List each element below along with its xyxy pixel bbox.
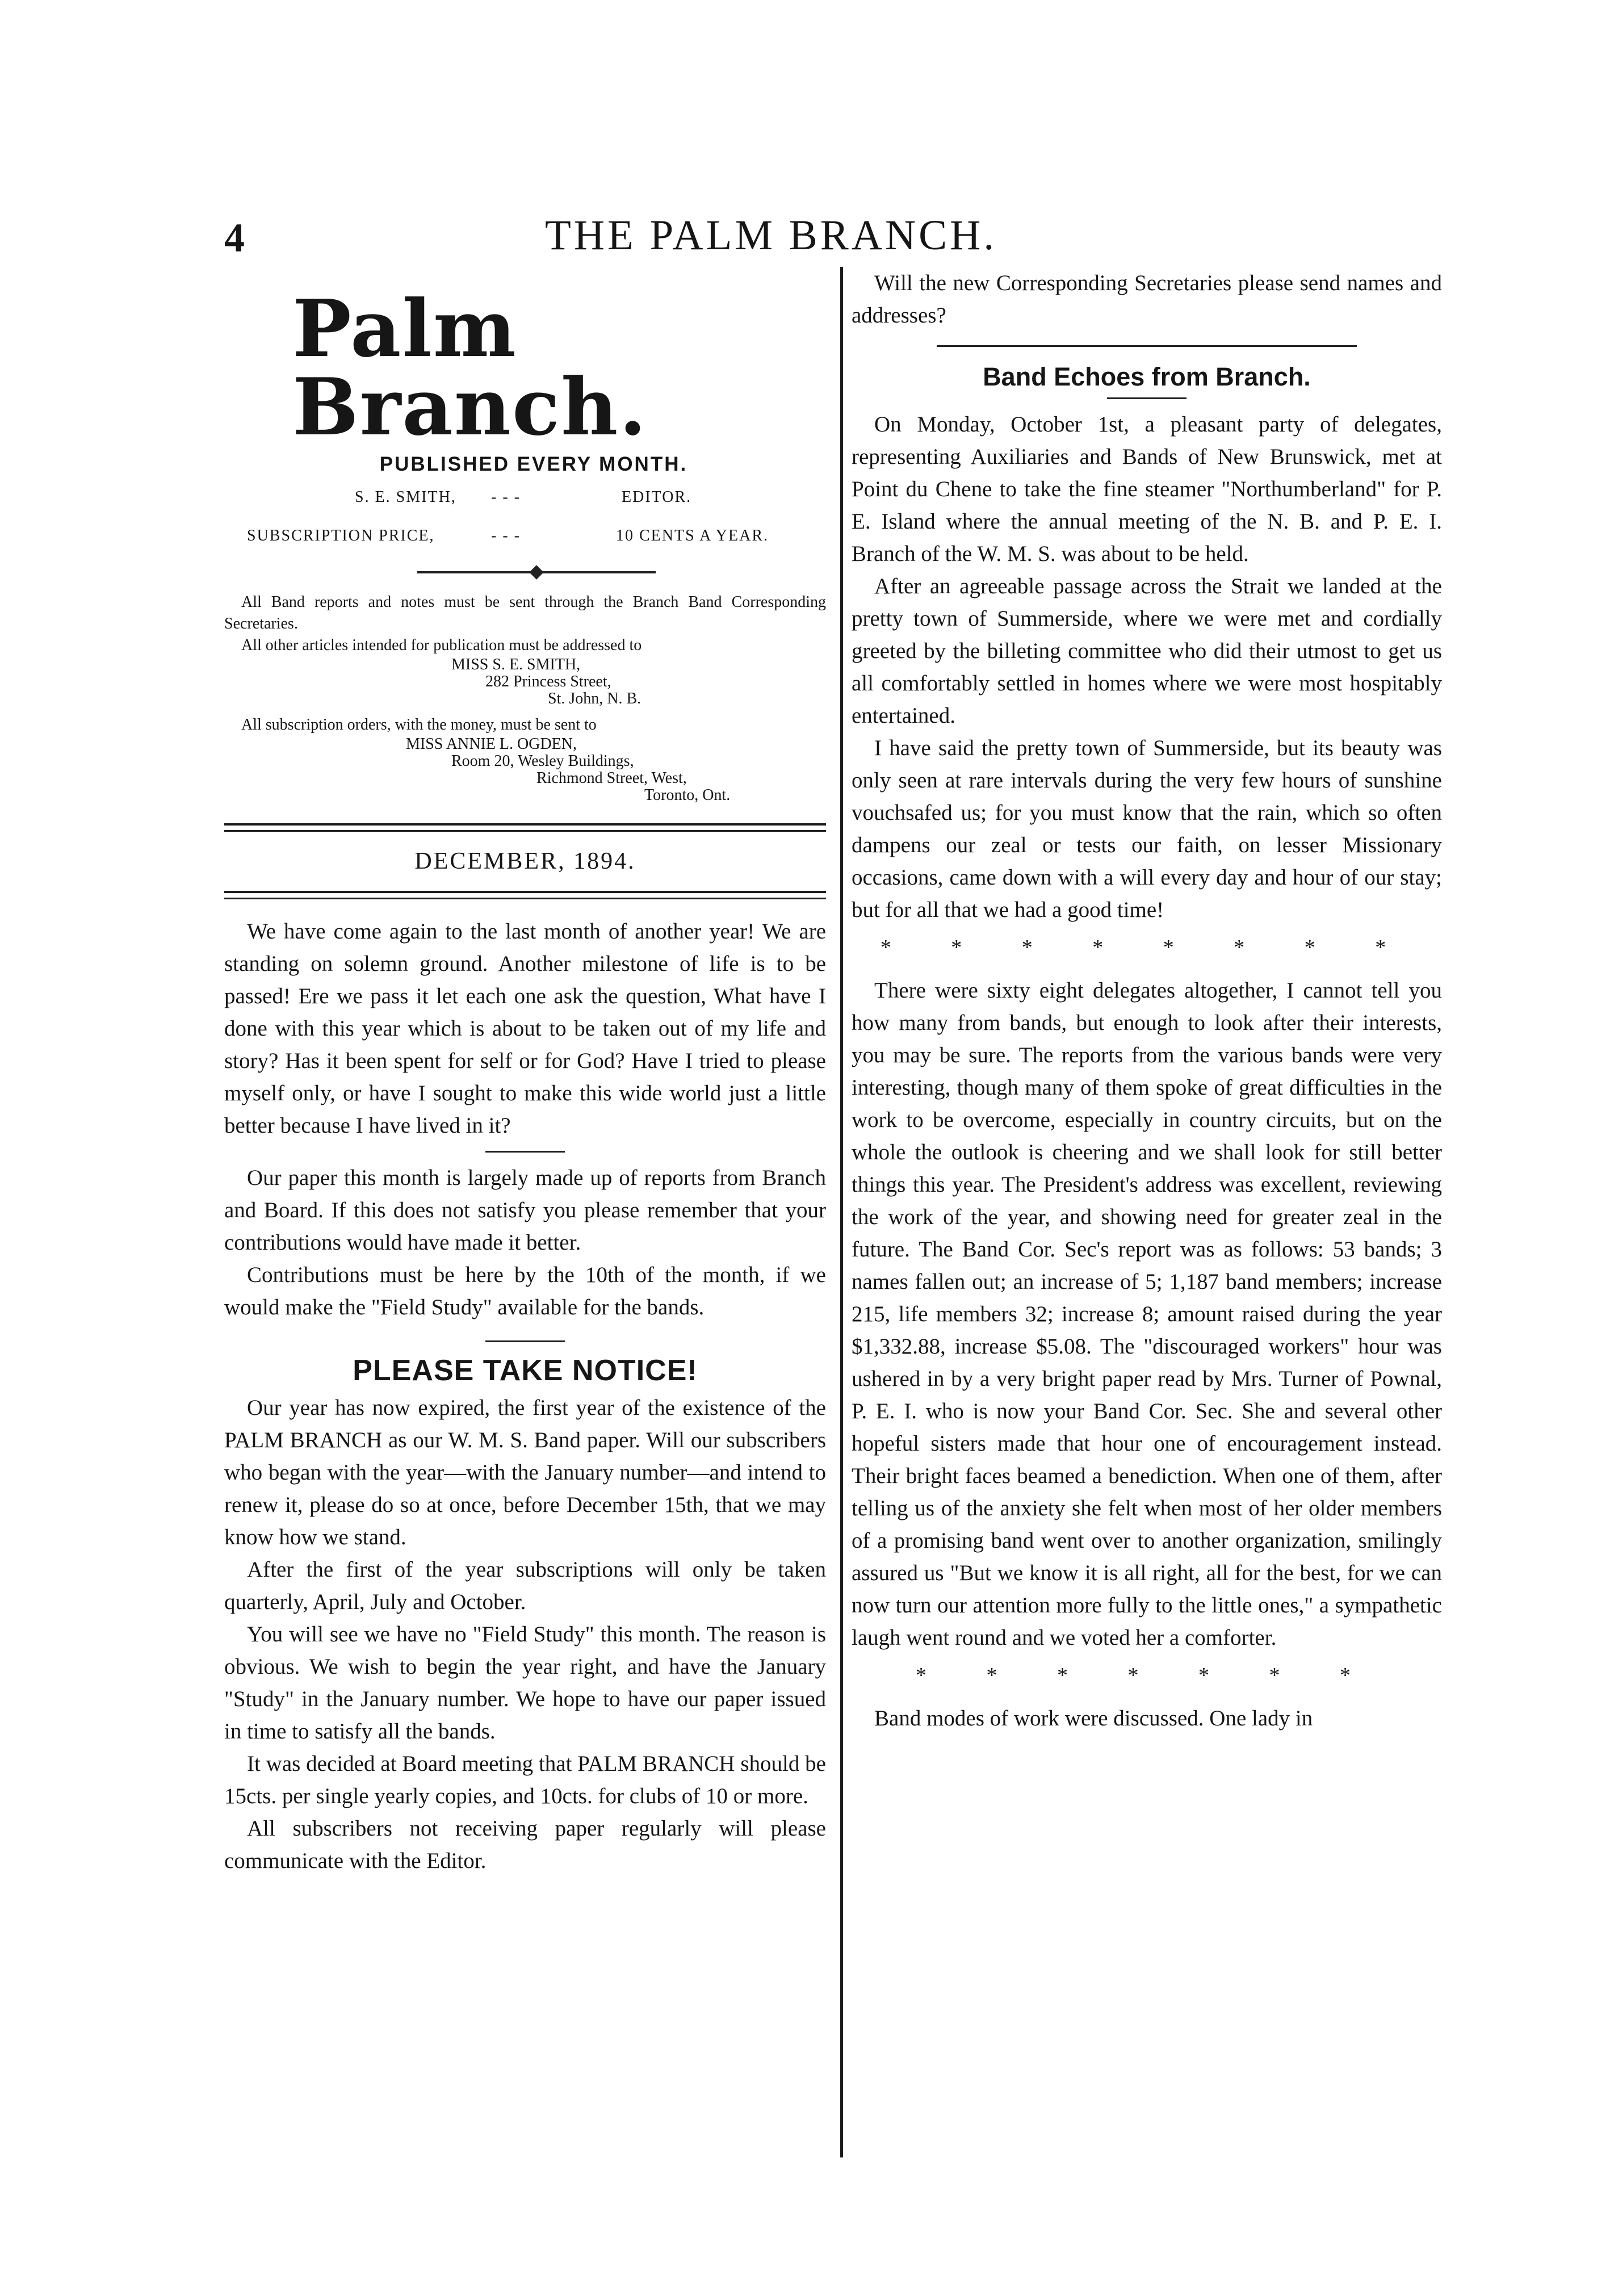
short-rule [1107, 397, 1186, 399]
address-line: MISS ANNIE L. OGDEN, [406, 735, 577, 753]
subscription-block [224, 714, 826, 736]
intro-paragraph: Will the new Corresponding Secretaries please send names and addresses? [852, 271, 1442, 328]
short-rule [485, 1151, 565, 1153]
price-dashes: - - - [491, 527, 521, 544]
double-rule [224, 823, 826, 832]
left-column [224, 267, 826, 1877]
editor-label: EDITOR. [622, 488, 692, 506]
right-column [852, 267, 1442, 1734]
ornament-rule [417, 571, 656, 573]
band-reports-notice: All Band reports and notes must be sent through the Branch Band Corresponding Secretaries. [224, 593, 826, 632]
editorial-paragraph: Our paper this month is largely made up of reports from Branch and Board. If this does not satisfy you please remember that your contributions would have made it better. [224, 1166, 826, 1255]
notices-block [224, 592, 826, 656]
band-paragraph: There were sixty eight delegates altogether, I cannot tell you how many from bands, but enough to look after their interests, you may be sure. The reports from the various bands were very interesting, though many of them spoke of great difficulties in the work to be overcome, especially in country circuits, but on the whole the outlook is cheering and we shall look for still better things this year. The President's address was excellent, reviewing the work of the year, and showing need for greater zeal in the future. The Band Cor. Sec's report was as follows: 53 bands; 3 names fallen out; an increase of 5; 1,187 band members; increase 215, life members 32; increase 8; amount raised during the year $1,332.88, increase $5.08. The "discouraged workers" hour was ushered in by a very bright paper read by Mrs. Turner of Pownal, P. E. I. who is now your Band Cor. Sec. She and several other hopeful sisters made that hour one of encouragement instead. Their bright faces beamed a benediction. When one of them, after telling us of the anxiety she felt when most of her older members of a promising band went over to another organization, smilingly assured us "But we know it is all right, all for the best, for we can now turn our attention more fully to the little ones," a sympathetic laugh went round and we voted her a comforter. [852, 978, 1442, 1650]
notice-paragraph: You will see we have no "Field Study" this month. The reason is obvious. We wish to begin the year right, and have the January "Study" in the January number. We hope to have our paper issued in time to satisfy all the bands. [224, 1622, 826, 1744]
editor-address [451, 656, 826, 707]
double-rule [224, 891, 826, 899]
address-line: Richmond Street, West, [536, 769, 687, 787]
editor-dashes: - - - [491, 488, 521, 506]
editor-name: S. E. SMITH, [355, 488, 456, 506]
band-paragraph: On Monday, October 1st, a pleasant party of delegates, representing Auxiliaries and Bands of New Brunswick, met at Point du Chene to take the fine steamer "Northumberland" for P. E. Island where the annual meeting of the N. B. and P. E. I. Branch of the W. M. S. was about to be held. [852, 412, 1442, 566]
price-label: SUBSCRIPTION PRICE, [247, 527, 435, 544]
band-paragraph: After an agreeable passage across the Strait we landed at the pretty town of Summerside, where we were met and cordially greeted by the billeting committee who did their utmost to get us all comfortably settled in homes where we were most hospitably entertained. [852, 574, 1442, 728]
band-echoes-heading: Band Echoes from Branch. [983, 362, 1311, 391]
masthead-title: Palm Branch. [292, 282, 648, 453]
notice-paragraph: It was decided at Board meeting that PALM BRANCH should be 15cts. per single yearly copies, and 10cts. for clubs of 10 or more. [224, 1752, 826, 1808]
notice-paragraph: After the first of the year subscriptions will only be taken quarterly, April, July and October. [224, 1557, 826, 1614]
editorial-paragraph: Contributions must be here by the 10th of the month, if we would make the "Field Study" available for the bands. [224, 1263, 826, 1319]
running-head: THE PALM BRANCH. [545, 212, 997, 259]
price-value: 10 CENTS A YEAR. [616, 527, 769, 544]
band-paragraph: I have said the pretty town of Summerside, but its beauty was only seen at rare intervals during the very few hours of sunshine vouchsafed us; for you must know that the rain, which so often dampens our zeal or tests our faith, on lesser Missionary occasions, came down with a will every day and hour of our stay; but for all that we had a good time! [852, 736, 1442, 922]
column-rule [840, 267, 843, 2157]
band-paragraph: Band modes of work were discussed. One lady in [874, 1706, 1313, 1731]
short-rule [485, 1340, 565, 1342]
dateline: DECEMBER, 1894. [414, 848, 636, 874]
section-rule [937, 345, 1357, 347]
address-line: Toronto, Ont. [644, 786, 731, 804]
editorial-paragraph: We have come again to the last month of another year! We are standing on solemn ground. Another milestone of life is to be passed! Ere we pass it let each one ask the question, What have I done with this year which is about to be taken out of my life and story? Has it been spent for self or for God? Have I tried to please myself only, or have I sought to make this wide world just a little better because I have lived in it? [224, 919, 826, 1138]
notice-paragraph: Our year has now expired, the first year of the existence of the PALM BRANCH as our W. M. S. Band paper. Will our subscribers who began with the year—with the January number—and intend to renew it, please do so at once, before December 15th, that we may know how we stand. [224, 1396, 826, 1549]
notice-heading: PLEASE TAKE NOTICE! [353, 1354, 698, 1387]
left-body [224, 915, 826, 1877]
page-number: 4 [224, 215, 245, 261]
address-line: St. John, N. B. [548, 690, 642, 707]
asterisk-divider: * * * * * * * * [880, 936, 1414, 960]
notice-paragraph: All subscribers not receiving paper regularly will please communicate with the Editor. [224, 1816, 826, 1873]
ogden-address [406, 736, 826, 804]
other-articles-notice: All other articles intended for publication must be addressed to [241, 636, 642, 654]
address-line: MISS S. E. SMITH, [451, 656, 581, 673]
subscription-notice: All subscription orders, with the money, must be sent to [241, 716, 597, 734]
address-line: 282 Princess Street, [485, 673, 611, 690]
published-line: PUBLISHED EVERY MONTH. [379, 453, 688, 475]
price-row [224, 520, 826, 553]
asterisk-divider: * * * * * * * [916, 1664, 1378, 1687]
address-line: Room 20, Wesley Buildings, [451, 752, 634, 770]
editor-row [224, 481, 826, 514]
